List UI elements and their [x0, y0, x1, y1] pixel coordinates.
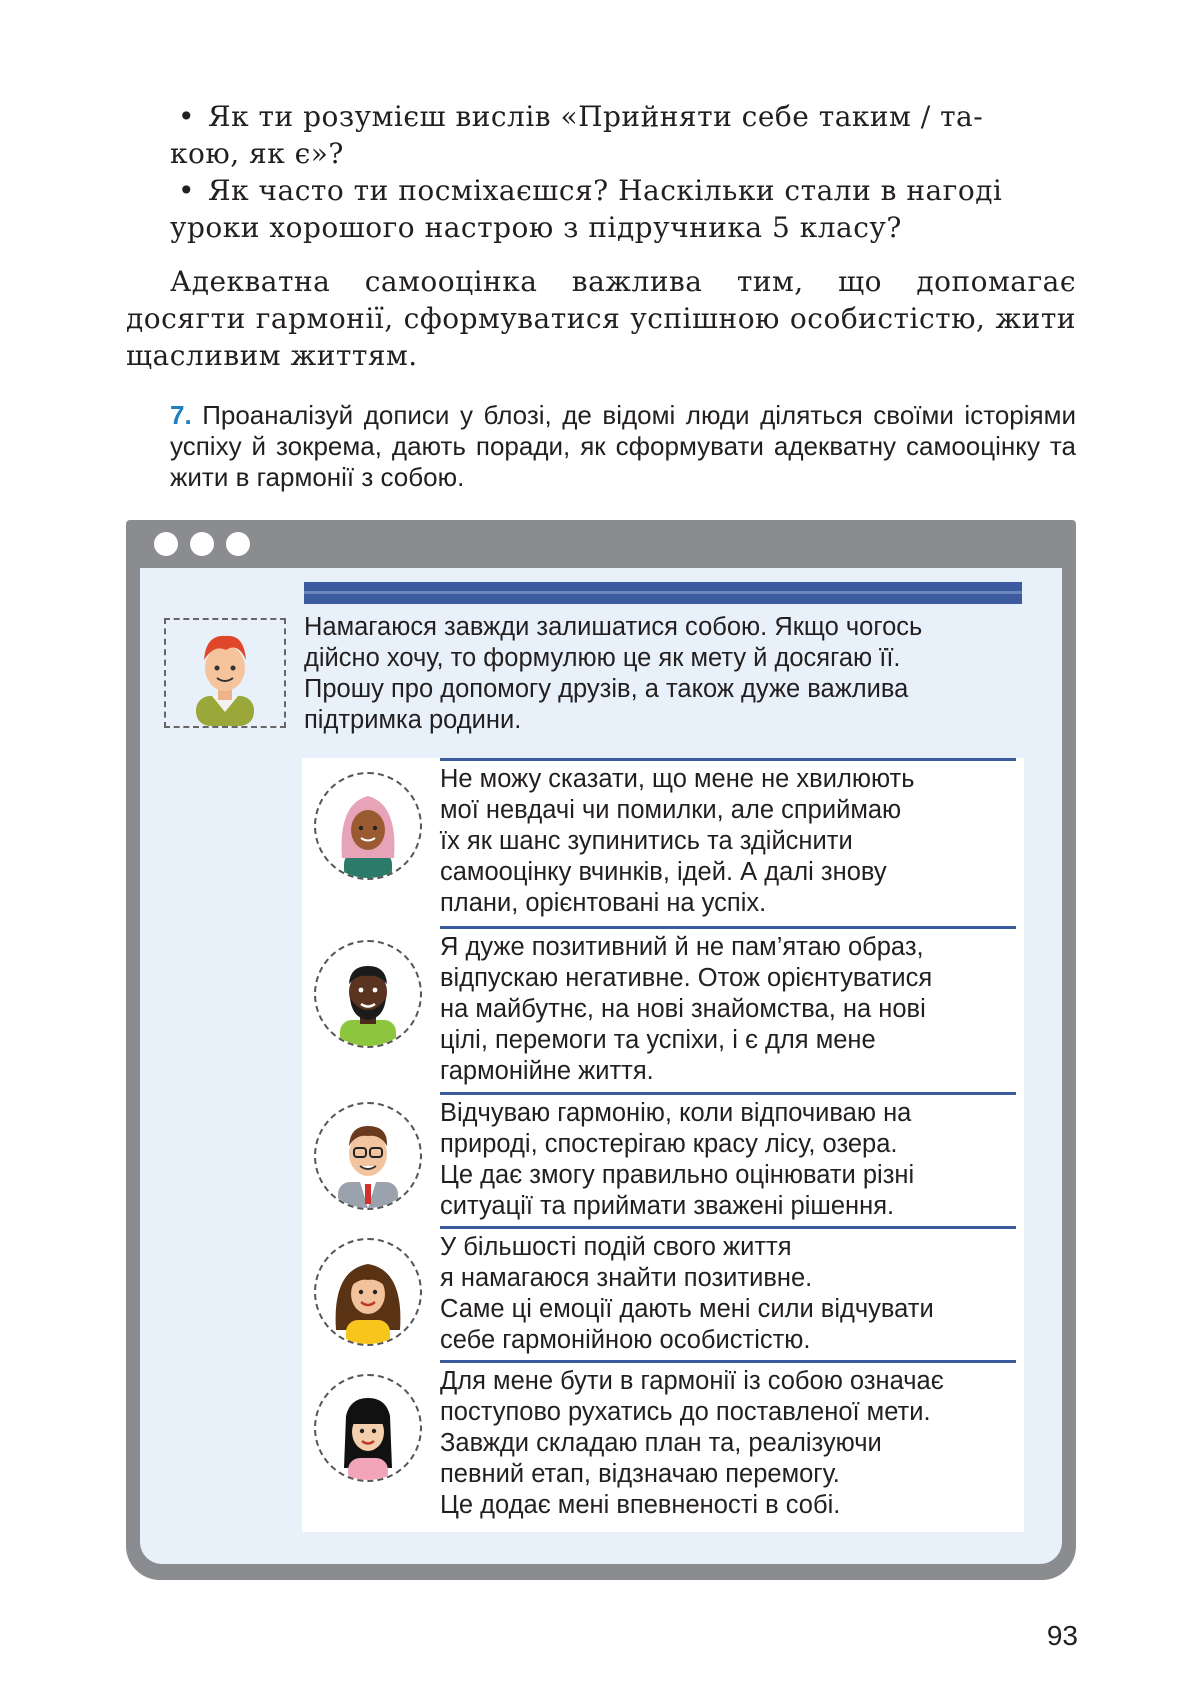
comment-divider — [440, 1360, 1016, 1363]
comment-line: У більшості подій свого життя — [440, 1233, 792, 1261]
comment-line: мої невдачі чи помилки, але сприймаю — [440, 796, 902, 824]
woman-hijab-avatar-icon — [314, 772, 422, 880]
comment-3-text — [440, 1098, 1020, 1222]
comment-line: Для мене бути в гармонії із собою означає — [440, 1367, 944, 1395]
window-dots — [154, 532, 262, 561]
question-1-line-2: кою, як є»? — [170, 137, 344, 170]
comment-line: Завжди складаю план та, реалізуючи — [440, 1429, 882, 1457]
bullet-marker: • — [178, 100, 196, 133]
comment-line: гармонійне життя. — [440, 1057, 654, 1085]
window-dot-icon — [190, 532, 214, 556]
comment-divider — [440, 1092, 1016, 1095]
comment-line: їх як шанс зупинитись та здійснити — [440, 827, 853, 855]
comment-4 — [302, 1226, 1024, 1360]
comment-divider — [440, 926, 1016, 929]
task-number: 7. — [170, 400, 192, 430]
comment-line: певний етап, відзначаю перемогу. — [440, 1460, 840, 1488]
window-dot-icon — [154, 532, 178, 556]
comment-5 — [302, 1360, 1024, 1528]
question-1 — [170, 98, 1076, 172]
comment-line: Саме ці емоції дають мені сили відчувати — [440, 1295, 934, 1323]
comment-1 — [302, 758, 1024, 926]
comment-2-text — [440, 932, 1020, 1087]
curly-woman-avatar-icon — [314, 1238, 422, 1346]
comment-5-text — [440, 1366, 1020, 1521]
comment-line: я намагаюся знайти позитивне. — [440, 1264, 813, 1292]
comment-divider — [440, 1226, 1016, 1229]
task-text: Проаналізуй дописи у блозі, де відомі люди діляться своїми історіями успіху й зокрема, дають поради, як сформувати адекватну самооцінку та жити в гармонії з собою. — [170, 400, 1076, 492]
red-haired-man-avatar-icon — [164, 618, 286, 728]
comment-line: Це дає змогу правильно оцінювати різні — [440, 1161, 915, 1189]
comment-line: Це додає мені впевненості в собі. — [440, 1491, 841, 1519]
man-glasses-avatar-icon — [314, 1102, 422, 1210]
bearded-man-avatar-icon — [314, 940, 422, 1048]
comment-line: Я дуже позитивний й не пам’ятаю образ, — [440, 933, 924, 961]
comment-divider — [440, 758, 1016, 761]
main-post-line-3: Прошу про допомогу друзів, а також дуже важлива — [304, 675, 909, 703]
comment-line: плани, орієнтовані на успіх. — [440, 889, 767, 917]
task-7 — [170, 400, 1076, 493]
comment-line: відпускаю негативне. Отож орієнтуватися — [440, 964, 933, 992]
comment-line: Відчуваю гармонію, коли відпочиваю на — [440, 1099, 912, 1127]
main-post-line-1: Намагаюся завжди залишатися собою. Якщо чогось — [304, 613, 923, 641]
question-2-line-1: Як часто ти посміхаєшся? Наскільки стали в нагоді — [208, 174, 1003, 207]
comment-line: ситуації та приймати зважені рішення. — [440, 1192, 895, 1220]
main-blog-post — [304, 612, 1022, 736]
comment-2 — [302, 926, 1024, 1092]
comment-4-text — [440, 1232, 1020, 1356]
page-number: 93 — [1046, 1620, 1078, 1651]
comment-line: природі, спостерігаю красу лісу, озера. — [440, 1130, 898, 1158]
blog-header-bar — [304, 582, 1022, 604]
window-dot-icon — [226, 532, 250, 556]
comments-panel — [302, 758, 1024, 1532]
comment-line: себе гармонійною особистістю. — [440, 1326, 811, 1354]
comment-line: цілі, перемоги та успіхи, і є для мене — [440, 1026, 876, 1054]
question-1-line-1: Як ти розумієш вислів «Прийняти себе таким / та- — [208, 100, 984, 133]
comment-line: Не можу сказати, що мене не хвилюють — [440, 765, 915, 793]
comment-line: поступово рухатись до поставленої мети. — [440, 1398, 931, 1426]
question-2-line-2: уроки хорошого настрою з підручника 5 класу? — [170, 211, 902, 244]
comment-3 — [302, 1092, 1024, 1226]
comment-line: на майбутнє, на нові знайомства, на нові — [440, 995, 926, 1023]
self-esteem-paragraph: Адекватна самооцінка важлива тим, що допомагає досягти гармонії, сформуватися успішною особистістю, жити щасливим життям. — [126, 265, 1076, 372]
comment-line: самооцінку вчинків, ідей. А далі знову — [440, 858, 887, 886]
comment-1-text — [440, 764, 1020, 919]
woman-bangs-avatar-icon — [314, 1374, 422, 1482]
main-post-line-2: дійсно хочу, то формулюю це як мету й досягаю її. — [304, 644, 901, 672]
question-2 — [170, 172, 1076, 246]
bullet-marker: • — [178, 174, 196, 207]
main-post-line-4: підтримка родини. — [304, 706, 522, 734]
